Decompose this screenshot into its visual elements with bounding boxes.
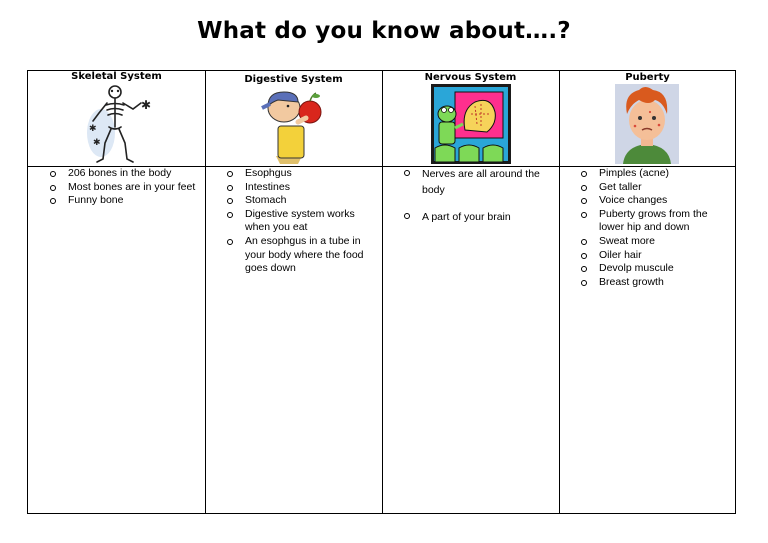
svg-text:✱: ✱ [89, 124, 97, 134]
list-item: Pimples (acne) [581, 167, 731, 181]
column-header: Puberty [625, 72, 670, 83]
list-item: An esophgus in a tube in your body where the food goes down [227, 235, 377, 276]
list-item: Most bones are in your feet [50, 181, 208, 195]
svg-text:✱: ✱ [141, 98, 151, 112]
column-skeletal [28, 71, 205, 513]
column-header: Digestive System [244, 74, 343, 85]
column-digestive [205, 71, 382, 513]
list-item: Breast growth [581, 276, 731, 290]
list-item: Funny bone [50, 194, 208, 208]
list-item: Nerves are all around the body [404, 166, 554, 198]
column-header: Skeletal System [71, 71, 162, 82]
column-nervous [382, 71, 559, 513]
puberty-list [581, 167, 731, 289]
list-item: Oiler hair [581, 249, 731, 263]
frog-brain-diagram-icon [431, 84, 511, 164]
column-header: Nervous System [424, 72, 517, 83]
list-item: Voice changes [581, 194, 731, 208]
red-haired-teen-icon [615, 84, 679, 164]
list-item: Stomach [227, 194, 377, 208]
list-item: Devolp muscule [581, 262, 731, 276]
column-puberty [559, 71, 736, 513]
nervous-list [404, 166, 554, 225]
list-item: Sweat more [581, 235, 731, 249]
skeleton-icon [83, 83, 151, 165]
boy-eating-apple-icon [258, 86, 330, 164]
topics-table [27, 70, 736, 514]
digestive-list [227, 167, 377, 276]
list-item: Get taller [581, 181, 731, 195]
list-item: Esophgus [227, 167, 377, 181]
page-title: What do you know about….? [197, 18, 571, 44]
list-item: 206 bones in the body [50, 167, 208, 181]
list-item: A part of your brain [404, 209, 554, 225]
list-item: Puberty grows from the lower hip and down [581, 208, 731, 235]
svg-text:✱: ✱ [93, 138, 101, 148]
list-item: Intestines [227, 181, 377, 195]
skeletal-list [50, 167, 208, 208]
list-item: Digestive system works when you eat [227, 208, 377, 235]
